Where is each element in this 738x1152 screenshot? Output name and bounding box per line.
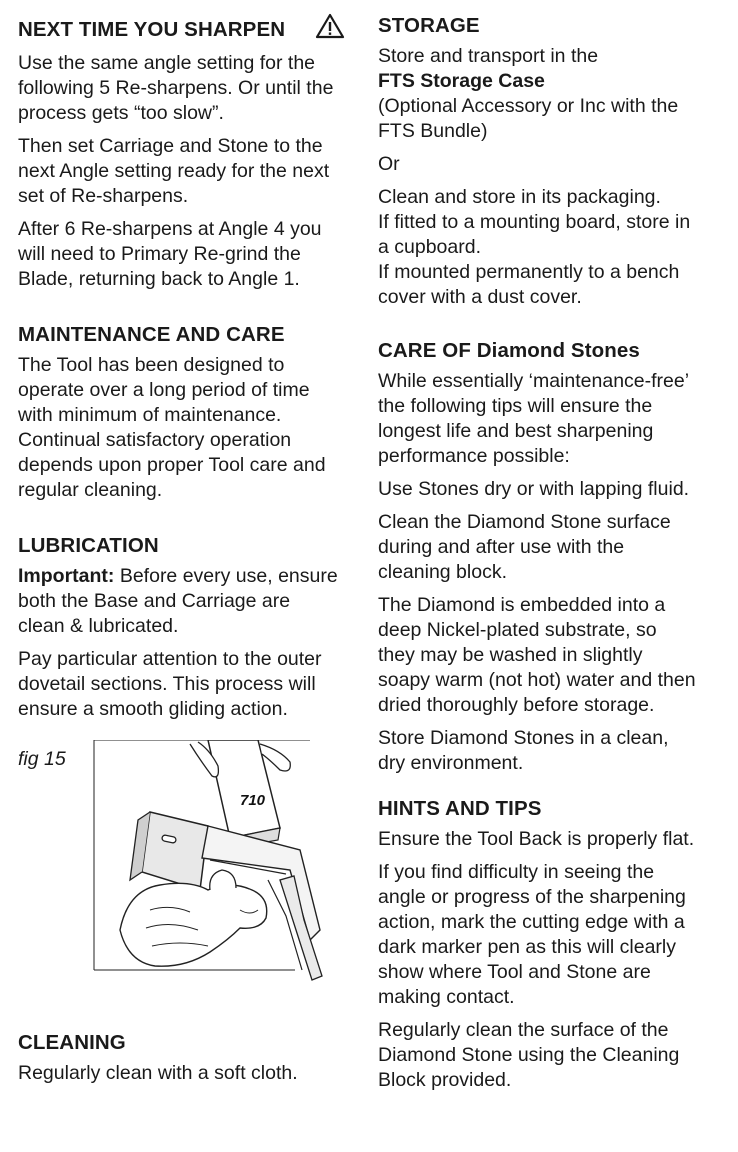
text-line: depends upon proper Tool care and xyxy=(18,454,326,476)
text-line: set of Re-sharpens. xyxy=(18,185,189,207)
text-line: the following tips will ensure the xyxy=(378,395,653,417)
next-time-para-2 xyxy=(18,134,363,209)
heading-hints: HINTS AND TIPS xyxy=(378,797,542,820)
text-line: dried thoroughly before storage. xyxy=(378,694,655,716)
text-line: Blade, returning back to Angle 1. xyxy=(18,268,300,290)
left-column xyxy=(18,13,363,1094)
spacer xyxy=(378,784,723,796)
text-line: following 5 Re-sharpens. Or until the xyxy=(18,77,334,99)
fts-storage-case-label: FTS Storage Case xyxy=(378,70,545,92)
text-line: Regularly clean with a soft cloth. xyxy=(18,1062,298,1084)
text-line: Clean the Diamond Stone surface xyxy=(378,511,671,533)
heading-care-diamond: CARE OF Diamond Stones xyxy=(378,339,640,362)
next-time-para-3 xyxy=(18,217,363,292)
text-line: Use the same angle setting for the xyxy=(18,52,316,74)
text-line: dark marker pen as this will clearly xyxy=(378,936,677,958)
text-line: they may be washed in slightly xyxy=(378,644,643,666)
hints-para-1 xyxy=(378,827,723,852)
care-para-2 xyxy=(378,477,723,502)
heading-storage: STORAGE xyxy=(378,14,480,37)
sharpening-tool-illustration xyxy=(90,740,330,1025)
text-line: deep Nickel-plated substrate, so xyxy=(378,619,657,641)
text-line: Regularly clean the surface of the xyxy=(378,1019,669,1041)
text-line: action, mark the cutting edge with a xyxy=(378,911,685,933)
care-para-3 xyxy=(378,510,723,585)
storage-para-2 xyxy=(378,185,723,310)
hints-para-3 xyxy=(378,1018,723,1093)
text-line: FTS Bundle) xyxy=(378,120,488,142)
heading-maintenance: MAINTENANCE AND CARE xyxy=(18,323,285,346)
text-line: Clean and store in its packaging. xyxy=(378,186,661,208)
text-line: Store Diamond Stones in a clean, xyxy=(378,727,669,749)
storage-para-1 xyxy=(378,44,723,144)
text-line: making contact. xyxy=(378,986,515,1008)
text-line: The Tool has been designed to xyxy=(18,354,285,376)
text-line: next Angle setting ready for the next xyxy=(18,160,330,182)
section-hints xyxy=(378,796,723,1093)
text-line: angle or progress of the sharpening xyxy=(378,886,686,908)
heading-next-time xyxy=(18,13,363,46)
next-time-para-1 xyxy=(18,51,363,126)
maintenance-para-1 xyxy=(18,353,363,503)
figure-label: fig 15 xyxy=(18,748,66,770)
spacer xyxy=(18,300,363,322)
text-line: dry environment. xyxy=(378,752,524,774)
text-line: cover with a dust cover. xyxy=(378,286,582,308)
text-line: The Diamond is embedded into a xyxy=(378,594,666,616)
section-lubrication xyxy=(18,533,363,722)
text-line: a cupboard. xyxy=(378,236,481,258)
text-line: If fitted to a mounting board, store in xyxy=(378,211,691,233)
text-line: during and after use with the xyxy=(378,536,625,558)
text-line: process gets “too slow”. xyxy=(18,102,224,124)
section-cleaning xyxy=(18,1030,363,1086)
spacer xyxy=(18,511,363,533)
text-line: Then set Carriage and Stone to the xyxy=(18,135,323,157)
text-line: with minimum of maintenance. xyxy=(18,404,282,426)
storage-or: Or xyxy=(378,153,400,175)
section-maintenance xyxy=(18,322,363,503)
blade-mark: 710 xyxy=(240,792,266,809)
text-line: If you find difficulty in seeing the xyxy=(378,861,655,883)
warning-triangle-icon xyxy=(315,13,345,46)
text-line: Pay particular attention to the outer xyxy=(18,648,322,670)
text-line: Block provided. xyxy=(378,1069,512,1091)
text-line: performance possible: xyxy=(378,445,570,467)
heading-cleaning: CLEANING xyxy=(18,1031,126,1054)
section-care-diamond xyxy=(378,338,723,776)
section-storage xyxy=(378,13,723,310)
text-line: dovetail sections. This process will xyxy=(18,673,316,695)
right-column xyxy=(378,13,723,1101)
heading-next-time-text: NEXT TIME YOU SHARPEN xyxy=(18,18,286,41)
lubrication-para-2 xyxy=(18,647,363,722)
text-line: (Optional Accessory or Inc with the xyxy=(378,95,679,117)
text-line: Ensure the Tool Back is properly flat. xyxy=(378,828,695,850)
cleaning-para-1 xyxy=(18,1061,363,1086)
text-line: soapy warm (not hot) water and then xyxy=(378,669,696,691)
text-line: both the Base and Carriage are xyxy=(18,590,291,612)
text-line: Use Stones dry or with lapping fluid. xyxy=(378,478,690,500)
important-label: Important: xyxy=(18,565,115,587)
text-line: longest life and best sharpening xyxy=(378,420,654,442)
text-line xyxy=(18,564,363,589)
care-para-4 xyxy=(378,593,723,718)
figure-15 xyxy=(18,740,363,1030)
lubrication-para-1 xyxy=(18,564,363,639)
text-line: show where Tool and Stone are xyxy=(378,961,651,983)
text-line: cleaning block. xyxy=(378,561,507,583)
text-line: Diamond Stone using the Cleaning xyxy=(378,1044,680,1066)
text-line: clean & lubricated. xyxy=(18,615,179,637)
text-line: Store and transport in the xyxy=(378,45,599,67)
section-next-time xyxy=(18,13,363,292)
hints-para-2 xyxy=(378,860,723,1010)
text-line: Continual satisfactory operation xyxy=(18,429,292,451)
text-line: ensure a smooth gliding action. xyxy=(18,698,288,720)
text-line: regular cleaning. xyxy=(18,479,163,501)
text-line: will need to Primary Re-grind the xyxy=(18,243,301,265)
text-line: After 6 Re-sharpens at Angle 4 you xyxy=(18,218,322,240)
text-line: While essentially ‘maintenance-free’ xyxy=(378,370,690,392)
care-para-1 xyxy=(378,369,723,469)
care-para-5 xyxy=(378,726,723,776)
text-fragment: Before every use, ensure xyxy=(114,565,338,587)
text-line: operate over a long period of time xyxy=(18,379,310,401)
spacer xyxy=(378,318,723,338)
heading-lubrication: LUBRICATION xyxy=(18,534,159,557)
text-line: If mounted permanently to a bench xyxy=(378,261,680,283)
